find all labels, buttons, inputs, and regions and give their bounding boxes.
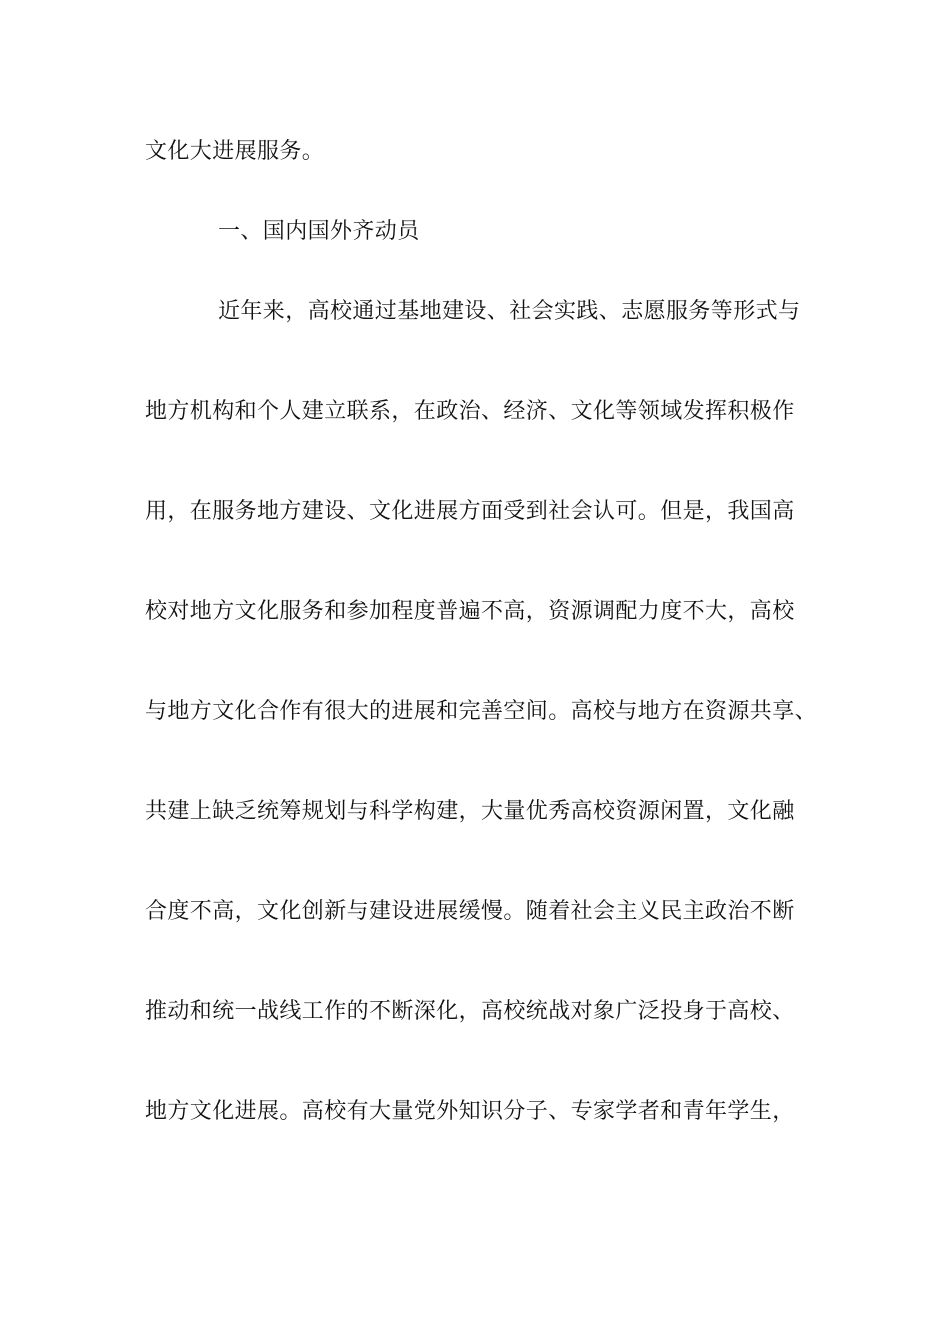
paragraph-line: 合度不高，文化创新与建设进展缓慢。随着社会主义民主政治不断 — [145, 899, 795, 924]
paragraph-line: 校对地方文化服务和参加程度普遍不高，资源调配力度不大，高校 — [145, 599, 795, 624]
paragraph-line: 推动和统一战线工作的不断深化，高校统战对象广泛投身于高校、 — [145, 999, 795, 1024]
section-heading: 一、国内国外齐动员 — [218, 219, 420, 244]
paragraph-line: 近年来，高校通过基地建设、社会实践、志愿服务等形式与 — [218, 299, 801, 324]
paragraph-line: 地方机构和个人建立联系，在政治、经济、文化等领域发挥积极作 — [145, 399, 795, 424]
paragraph-line: 共建上缺乏统筹规划与科学构建，大量优秀高校资源闲置，文化融 — [145, 799, 795, 824]
paragraph-line: 用，在服务地方建设、文化进展方面受到社会认可。但是，我国高 — [145, 499, 795, 524]
paragraph-line: 文化大进展服务。 — [145, 139, 325, 164]
paragraph-line: 与地方文化合作有很大的进展和完善空间。高校与地方在资源共享、 — [145, 699, 818, 724]
paragraph-line: 地方文化进展。高校有大量党外知识分子、专家学者和青年学生， — [145, 1099, 795, 1124]
